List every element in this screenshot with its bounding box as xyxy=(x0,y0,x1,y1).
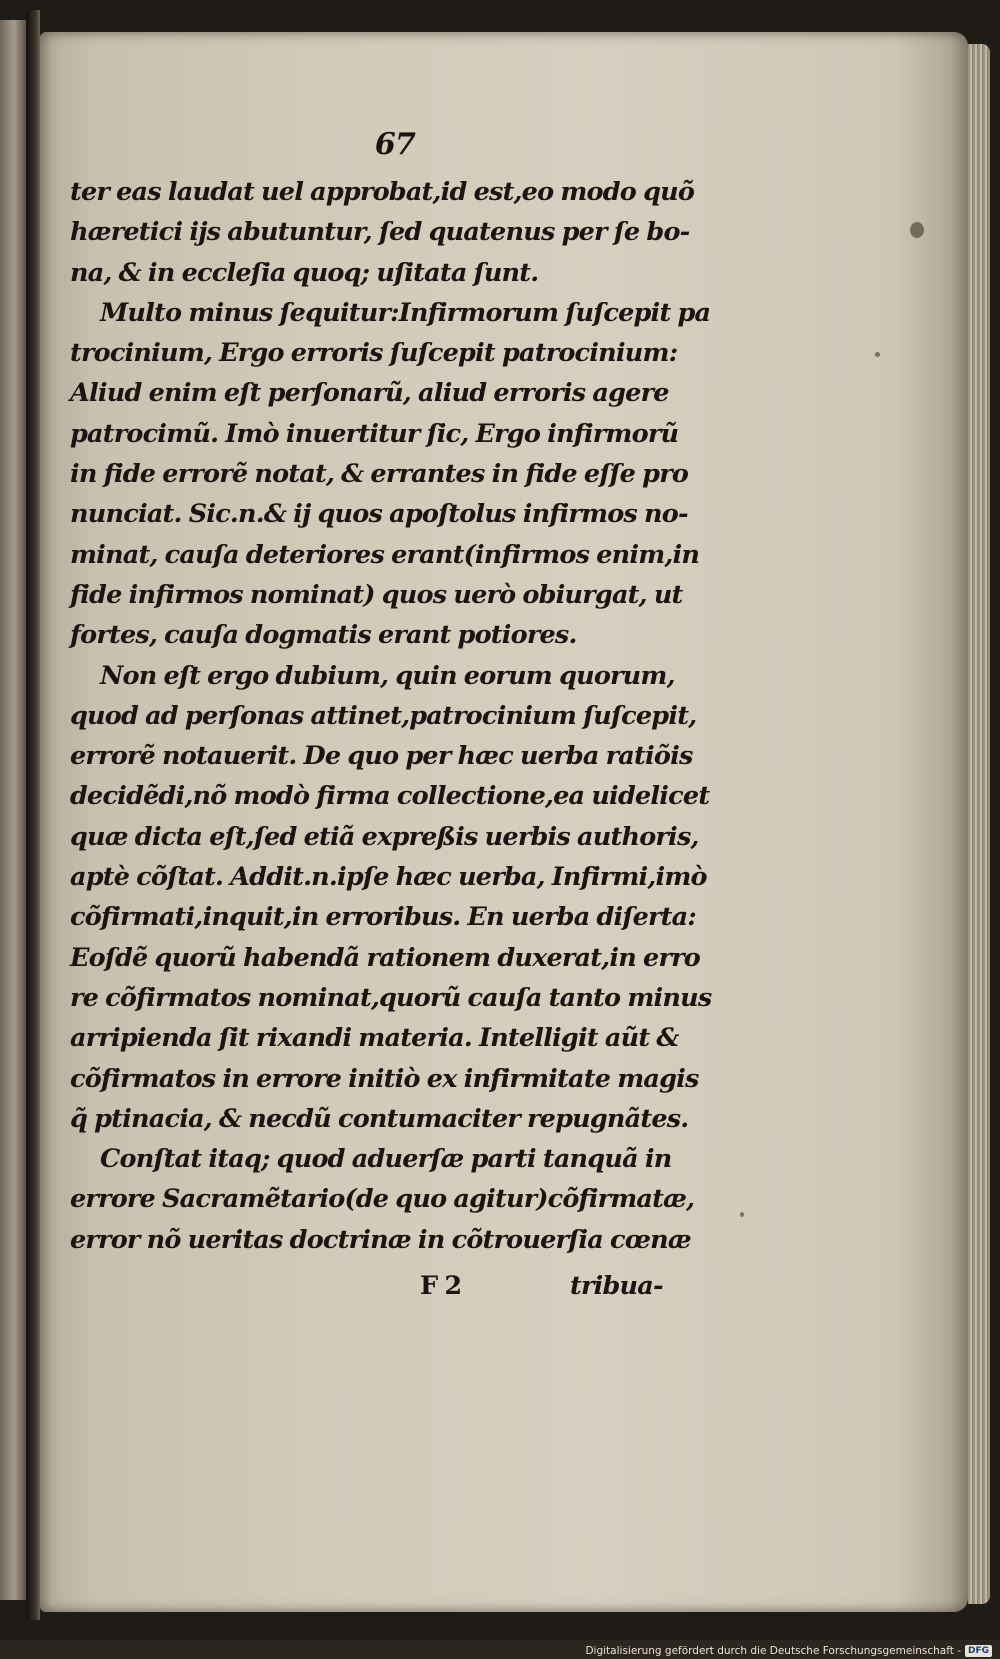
ink-spot xyxy=(875,352,880,357)
text-line: trocinium, Ergo erroris ſuſcepit patrocinium: xyxy=(70,338,678,369)
digitization-credit xyxy=(585,1645,992,1657)
text-line: errorẽ notauerit. De quo per hæc uerba ratiõis xyxy=(70,741,693,772)
page-number: 67 xyxy=(374,127,416,162)
text-line: hæretici ijs abutuntur, ſed quatenus per ſe bo- xyxy=(70,217,690,248)
text-line: minat, cauſa deteriores erant(infirmos enim,in xyxy=(70,539,700,570)
catchword: tribua- xyxy=(570,1271,663,1302)
text-line: q̃ ptinacia, & necdũ contumaciter repugnãtes. xyxy=(70,1103,689,1134)
page-footer-line xyxy=(70,1266,720,1306)
text-line: error nõ ueritas doctrinæ in cõtrouerſia cœnæ xyxy=(70,1224,691,1255)
text-line: errore Sacramẽtario(de quo agitur)cõfirmatæ, xyxy=(70,1184,695,1215)
text-line: fortes, cauſa dogmatis erant potiores. xyxy=(70,620,577,651)
text-line: aptè cõſtat. Addit.n.ipſe hæc uerba, Infirmi,imò xyxy=(70,862,707,893)
text-line: fide infirmos nominat) quos uerò obiurgat, ut xyxy=(70,579,683,610)
text-line: ter eas laudat uel approbat,id est,eo modo quõ xyxy=(70,177,695,207)
text-line: Non eſt ergo dubium, quin eorum quorum, xyxy=(100,660,675,691)
text-line: patrocimũ. Imò inuertitur ſic, Ergo infirmorũ xyxy=(70,418,679,449)
text-block xyxy=(70,125,720,1306)
signature-mark: F 2 xyxy=(420,1271,462,1302)
text-line: Multo minus ſequitur:Infirmorum ſuſcepit pa xyxy=(100,297,711,328)
text-line: quod ad perſonas attinet,patrocinium ſuſcepit, xyxy=(70,700,697,731)
text-line: na, & in eccleſia quoq; uſitata ſunt. xyxy=(70,257,539,288)
text-line: decidẽdi,nõ modò firma collectione,ea uidelicet xyxy=(70,781,710,812)
text-line: nunciat. Sic.n.& ij quos apoſtolus infirmos no- xyxy=(70,499,688,530)
dfg-logo: DFG xyxy=(965,1645,992,1657)
ink-spot xyxy=(740,1212,744,1217)
text-line: arripienda ſit rixandi materia. Intelligit aũt & xyxy=(70,1023,679,1054)
book-gutter xyxy=(26,10,40,1620)
credit-text: Digitalisierung gefördert durch die Deutsche Forschungsgemeinschaft - xyxy=(585,1645,961,1657)
text-line: Conſtat itaq; quod aduerſæ parti tanquã in xyxy=(100,1144,672,1175)
text-line: cõfirmati,inquit,in erroribus. En uerba diſerta: xyxy=(70,902,696,933)
text-line: cõfirmatos in errore initiò ex infirmitate magis xyxy=(70,1063,699,1094)
text-lines xyxy=(70,172,720,1260)
page-stack-edge xyxy=(968,44,990,1604)
text-line: Eoſdẽ quorũ habendã rationem duxerat,in erro xyxy=(70,942,700,973)
text-line: re cõfirmatos nominat,quorũ cauſa tanto minus xyxy=(70,982,712,1013)
text-line: Aliud enim eſt perſonarũ, aliud erroris agere xyxy=(70,378,669,409)
text-line: in fide errorẽ notat, & errantes in fide eſſe pro xyxy=(70,459,689,490)
text-line: quæ dicta eſt,ſed etiã expreßis uerbis authoris, xyxy=(70,821,699,852)
ink-spot xyxy=(910,222,924,238)
left-page-edge xyxy=(0,20,26,1600)
